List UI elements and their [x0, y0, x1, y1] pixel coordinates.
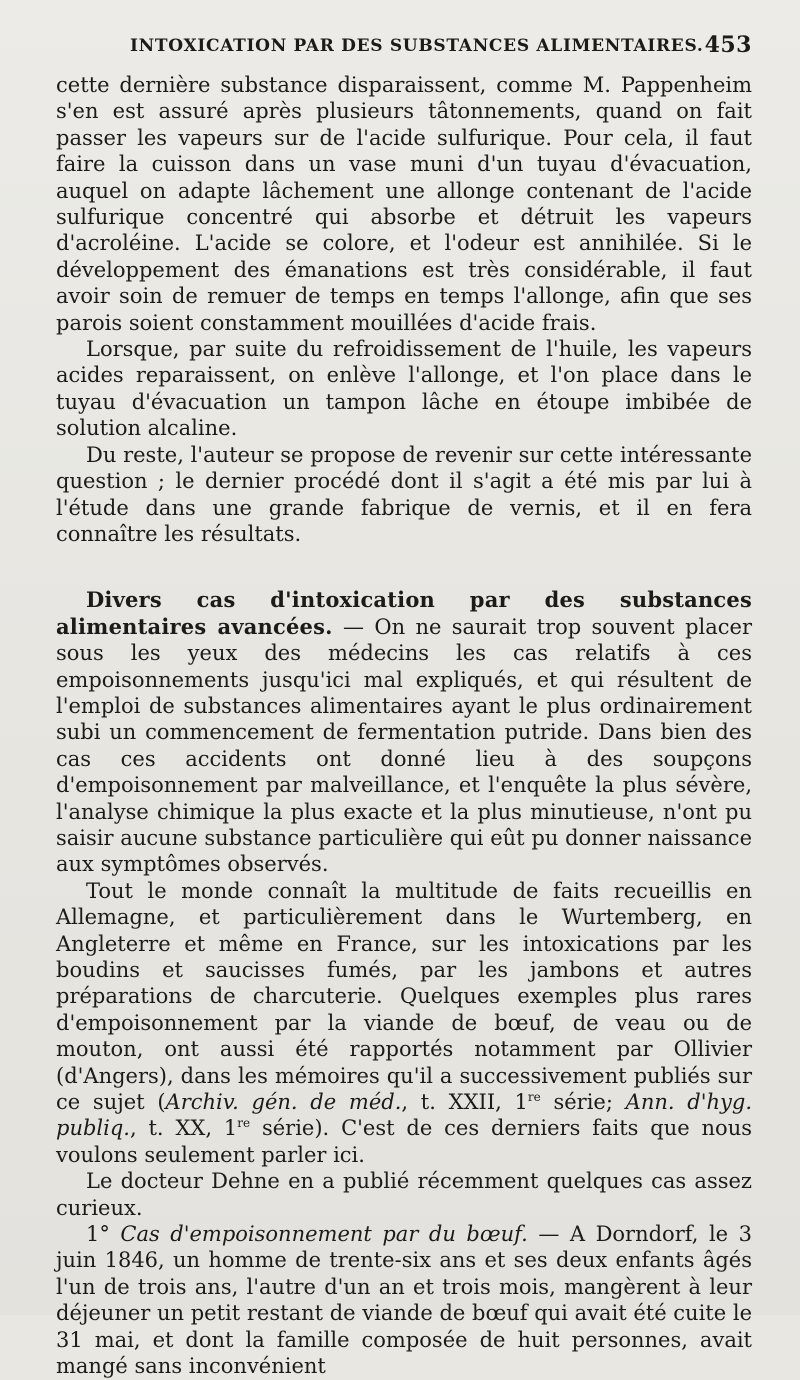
- superscript: re: [237, 1116, 251, 1131]
- citation: Archiv. gén. de méd.: [165, 1090, 402, 1115]
- paragraph: [56, 1221, 752, 1379]
- paragraph: cette dernière substance disparaissent, comme M. Pappenheim s'en est assuré après plusieurs tâtonnements, quand on fait passer les vapeurs sur de l'acide sulfurique. Pour cela, il faut faire la cuisson dans un vase muni d'un tuyau d'évacuation, auquel on adapte lâchement une allonge contenant de l'acide sulfurique concentré qui absorbe et détruit les vapeurs d'acroléine. L'acide se colore, et l'odeur est annihilée. Si le développement des émanations est très considérable, il faut avoir soin de remuer de temps en temps l'allonge, afin que ses parois soient constamment mouillées d'acide frais.: [56, 73, 752, 335]
- paragraph: [56, 878, 752, 1168]
- section-heading: Divers cas d'intoxication par des substances alimentaires avancées.: [56, 587, 752, 639]
- paragraph-text: — On ne saurait trop souvent placer sous les yeux des médecins les cas relatifs à ces empoisonnements jusqu'ici mal expliqués, et qui résultent de l'emploi de substances alimentaires ayant le plus ordinairement subi un commencement de fermentation putride. Dans bien des cas ces accidents ont donné lieu à des soupçons d'empoisonnement par malveillance, et l'enquête la plus sévère, l'analyse chimique la plus exacte et la plus minutieuse, n'ont pu saisir aucune substance particulière qui eût pu donner naissance aux symptômes observés.: [56, 614, 752, 877]
- section-gap: [56, 547, 752, 587]
- paragraph: Du reste, l'auteur se propose de revenir sur cette intéressante question ; le dernier procédé dont il s'agit a été mis par lui à l'étude dans une grande fabrique de vernis, et il en fera connaître les résultats.: [56, 442, 752, 546]
- page-body: [56, 72, 752, 1380]
- paragraph-text: , t. XX, 1: [129, 1116, 238, 1141]
- paragraph-text: série;: [540, 1090, 626, 1115]
- running-head: INTOXICATION PAR DES SUBSTANCES ALIMENTAIRES.: [130, 36, 704, 56]
- paragraph: Lorsque, par suite du refroidissement de l'huile, les vapeurs acides reparaissent, on enlève l'allonge, et l'on place dans le tuyau d'évacuation un tampon lâche en étoupe imbibée de solution alcaline.: [56, 337, 752, 441]
- citation: Ann. d'hyg. publiq.: [56, 1090, 752, 1141]
- superscript: re: [527, 1090, 541, 1105]
- page-number: 453: [704, 32, 752, 58]
- paragraph: Le docteur Dehne en a publié récemment quelques cas assez curieux.: [56, 1169, 752, 1220]
- paragraph: [56, 587, 752, 877]
- paragraph-text: , t. XXII, 1: [401, 1090, 528, 1115]
- paragraph-text: série). C'est de ces derniers faits que nous voulons seulement parler ici.: [56, 1116, 752, 1167]
- paragraph-text: — A Dorndorf, le 3 juin 1846, un homme de trente-six ans et ses deux enfants âgés l'un de trois ans, l'autre d'un an et trois mois, mangèrent à leur déjeuner un petit restant de viande de bœuf qui avait été cuite le 31 mai, et dont la famille composée de huit personnes, avait mangé sans inconvénient: [56, 1222, 752, 1379]
- page-header: [56, 30, 752, 72]
- case-heading: Cas d'empoisonnement par du bœuf.: [120, 1222, 528, 1247]
- case-number: 1°: [86, 1222, 121, 1247]
- paragraph-text: Tout le monde connaît la multitude de faits recueillis en Allemagne, et particulièrement dans le Wurtemberg, en Angleterre et même en France, sur les intoxications par les boudins et saucisses fumés, par les jambons et autres préparations de charcuterie. Quelques exemples plus rares d'empoisonnement par la viande de bœuf, de veau ou de mouton, ont aussi été rapportés notamment par Ollivier (d'Angers), dans les mémoires qu'il a successivement publiés sur ce sujet (: [56, 878, 752, 1115]
